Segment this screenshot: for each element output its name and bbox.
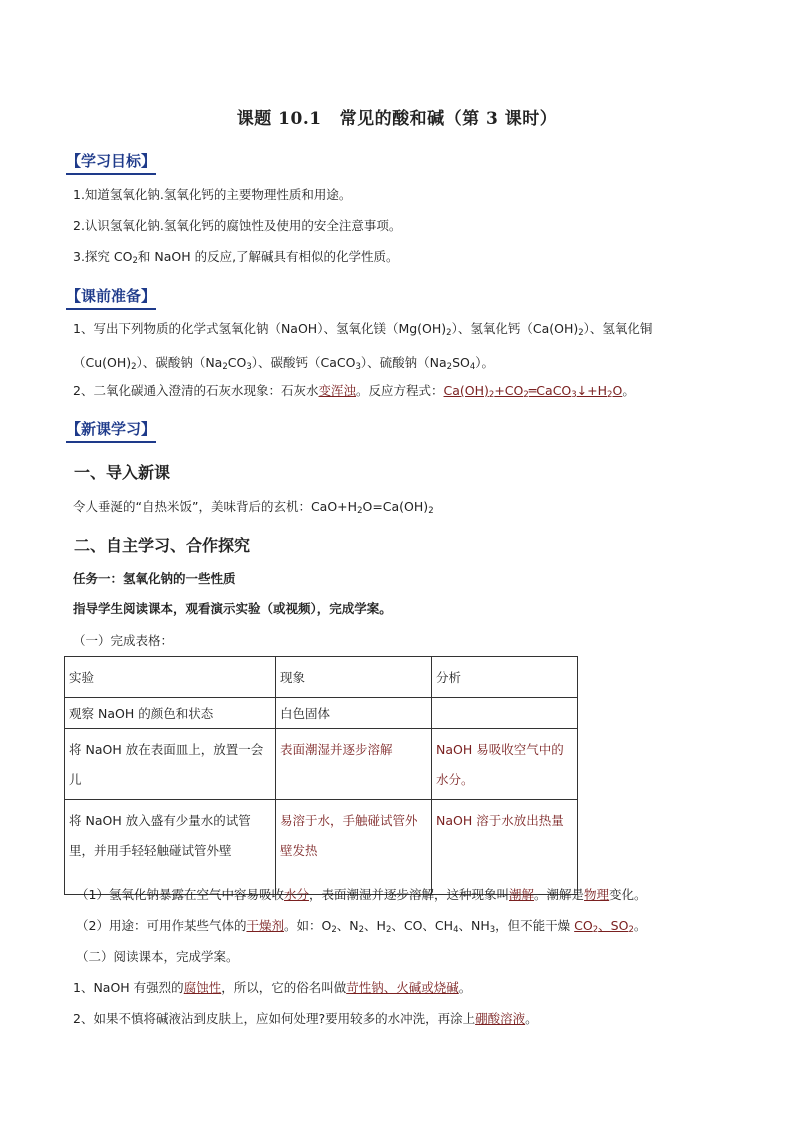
note-2: （2）用途：可用作某些气体的干燥剂。如：$O_2$、$N_2$、$H_2$、CO、$CH_4$、$NH_3$，但不能干燥 $CO_2$、$SO_2$。 bbox=[76, 918, 647, 935]
table-header: 实验 bbox=[65, 657, 276, 698]
table-row bbox=[65, 800, 578, 895]
prep-item-2: 2、二氧化碳通入澄清的石灰水现象：石灰水变浑浊。反应方程式：$Ca(OH)_2+CO_2═CaCO_3↓+H_2O$。 bbox=[73, 383, 635, 400]
answer-turbid: 变浑浊 bbox=[318, 383, 356, 398]
goal-3: 3.探究 $CO_2$和 NaOH 的反应,了解碱具有相似的化学性质。 bbox=[73, 249, 399, 266]
intro-text: 令人垂涎的“自热米饭”，美味背后的玄机：$CaO+H_2O=Ca(OH)_2$ bbox=[73, 499, 434, 516]
reading-item-1: 1、NaOH 有强烈的腐蚀性，所以，它的俗名叫做苛性钠、火碱或烧碱。 bbox=[73, 980, 472, 995]
table-cell: 观察 NaOH 的颜色和状态 bbox=[65, 698, 276, 729]
heading-self-study: 二、自主学习、合作探究 bbox=[74, 536, 251, 555]
table-row bbox=[65, 729, 578, 800]
table-cell bbox=[432, 698, 578, 729]
table-cell: NaOH 易吸收空气中的水分。 bbox=[432, 729, 578, 800]
task-1-title: 任务一：氢氧化钠的一些性质 bbox=[73, 571, 236, 586]
table-header: 现象 bbox=[276, 657, 432, 698]
table-row bbox=[65, 698, 578, 729]
goal-1: 1.知道氢氧化钠.氢氧化钙的主要物理性质和用途。 bbox=[73, 187, 352, 202]
table-cell: NaOH 溶于水放出热量 bbox=[432, 800, 578, 895]
guide-text: 指导学生阅读课本，观看演示实验（或视频），完成学案。 bbox=[73, 601, 392, 616]
experiment-table bbox=[64, 656, 578, 895]
page-title bbox=[0, 104, 794, 129]
table-cell: 易溶于水，手触碰试管外壁发热 bbox=[276, 800, 432, 895]
table-header: 分析 bbox=[432, 657, 578, 698]
table-header-row bbox=[65, 657, 578, 698]
heading-intro: 一、导入新课 bbox=[74, 463, 171, 482]
table-cell: 将 NaOH 放在表面皿上，放置一会儿 bbox=[65, 729, 276, 800]
title-main: 课题 10.1 bbox=[236, 109, 322, 129]
part-2-label: （二）阅读课本，完成学案。 bbox=[76, 949, 239, 964]
section-prep-heading: 【课前准备】 bbox=[66, 285, 156, 310]
section-goals-heading: 【学习目标】 bbox=[66, 150, 156, 175]
part-1-label: （一）完成表格： bbox=[73, 633, 174, 648]
section-new-heading: 【新课学习】 bbox=[66, 418, 156, 443]
table-cell: 白色固体 bbox=[276, 698, 432, 729]
answer-equation: $Ca(OH)_2+CO_2═CaCO_3↓+H_2O$ bbox=[443, 383, 623, 400]
table-cell: 将 NaOH 放入盛有少量水的试管里，并用手轻轻触碰试管外壁 bbox=[65, 800, 276, 895]
table-cell: 表面潮湿并逐步溶解 bbox=[276, 729, 432, 800]
prep-item-1: 1、写出下列物质的化学式氢氧化钠（NaOH）、氢氧化镁$(Mg(OH)_2)$、氢氧化钙$(Ca(OH)_2)$、氢氧化铜$(Cu(OH)_2)$、碳酸钠$(Na_2CO_3)$、碳酸钙（CaCO$_3$）、硫酸钠$(Na_2SO_4)$。 bbox=[73, 321, 653, 372]
goal-2: 2.认识氢氧化钠.氢氧化钙的腐蚀性及使用的安全注意事项。 bbox=[73, 218, 402, 233]
note-1: （1）氢氧化钠暴露在空气中容易吸收水分，表面潮湿并逐步溶解，这种现象叫潮解。潮解是物理变化。 bbox=[76, 887, 647, 902]
reading-item-2: 2、如果不慎将碱液沾到皮肤上，应如何处理?要用较多的水冲洗，再涂上硼酸溶液。 bbox=[73, 1011, 538, 1026]
title-sub: 常见的酸和碱（第 3 课时） bbox=[339, 109, 558, 129]
